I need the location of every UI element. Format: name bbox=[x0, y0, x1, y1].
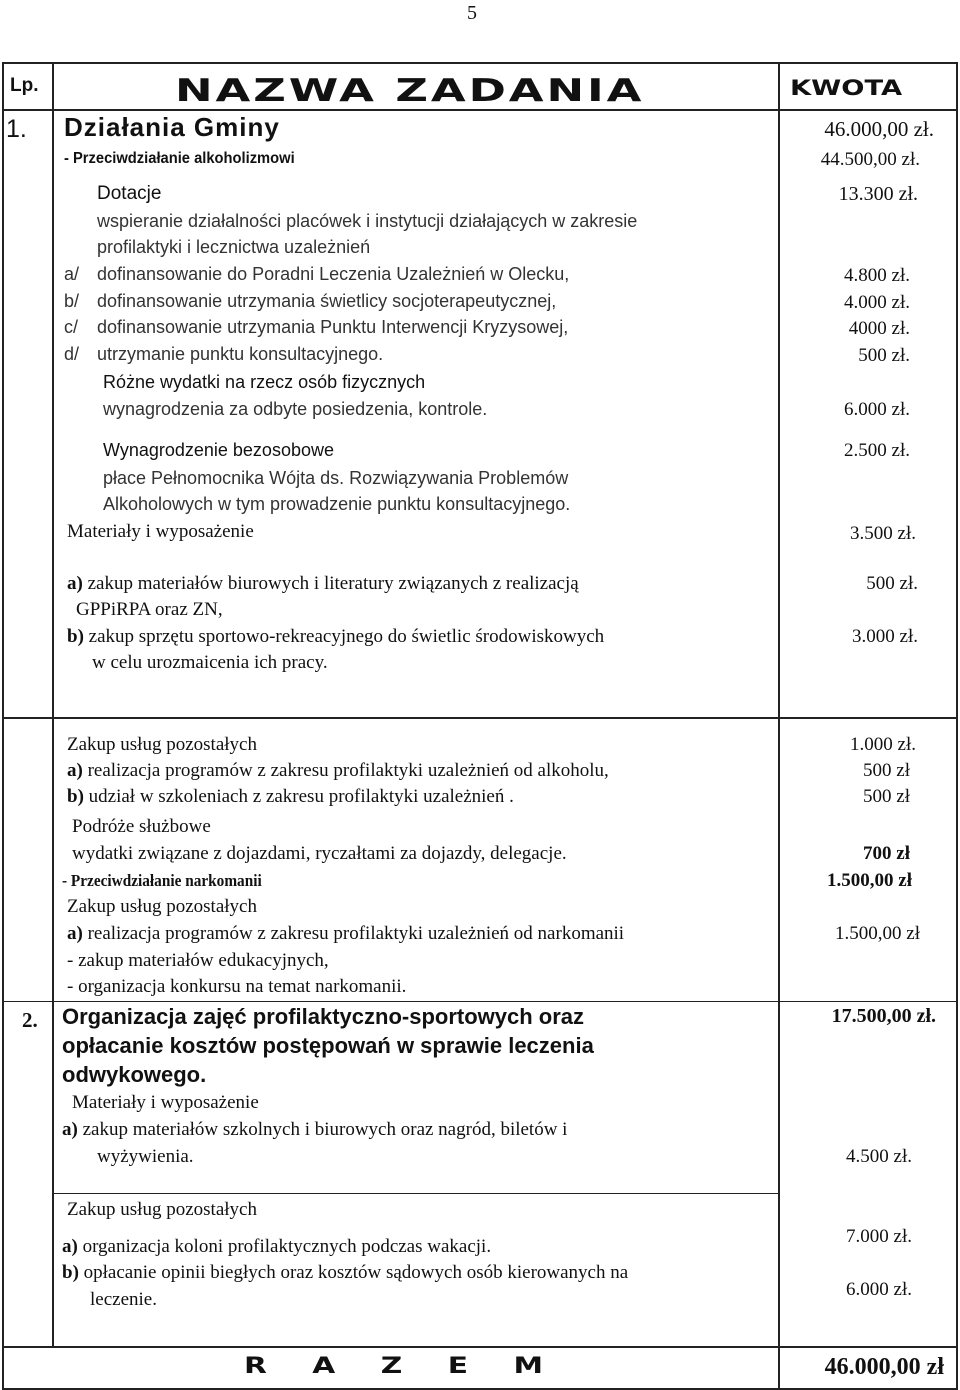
grant-item-text: dofinansowanie utrzymania Punktu Interwencji Kryzysowej, bbox=[97, 317, 569, 337]
drug-services-dash-1: - zakup materiałów edukacyjnych, bbox=[67, 950, 329, 971]
section-2-title-line-2: opłacanie kosztów postępowań w sprawie leczenia bbox=[62, 1033, 594, 1058]
non-personnel-pay-line-2: Alkoholowych w tym prowadzenie punktu konsultacyjnego. bbox=[103, 494, 571, 514]
page-number: 5 bbox=[467, 2, 477, 24]
table-right-border bbox=[956, 62, 958, 1390]
materials-item-a bbox=[67, 573, 579, 595]
total-amount: 46.000,00 zł bbox=[824, 1354, 944, 1380]
item-text: realizacja programów z zakresu profilaktyki uzależnień od alkoholu, bbox=[82, 760, 609, 781]
drug-prevention-amount: 1.500,00 zł bbox=[827, 870, 912, 891]
materials-amount: 3.500 zł. bbox=[850, 523, 916, 544]
non-personnel-pay-line-1: płace Pełnomocnika Wójta ds. Rozwiązywania Problemów bbox=[103, 468, 569, 488]
section-2-services-item-a bbox=[62, 1236, 491, 1258]
item-text: zakup materiałów szkolnych i biurowych oraz nagród, biletów i bbox=[77, 1119, 568, 1140]
header-task-name: NAZWA ZADANIA bbox=[175, 73, 645, 109]
item-marker: a) bbox=[62, 1236, 78, 1257]
section-2-materials-item-a-line-2: wyżywienia. bbox=[97, 1146, 194, 1167]
services-item-b bbox=[67, 786, 514, 808]
table-row-divider-3 bbox=[54, 1193, 778, 1194]
section-2-services-item-b bbox=[62, 1262, 628, 1284]
header-amount: KWOTA bbox=[790, 76, 903, 100]
table-left-border bbox=[2, 62, 4, 1390]
header-lp: Lp. bbox=[10, 75, 39, 96]
drug-services-item-a-amount: 1.500,00 zł bbox=[835, 923, 920, 944]
grant-item-amount: 4.000 zł. bbox=[844, 292, 910, 313]
materials-item-b-amount: 3.000 zł. bbox=[852, 626, 918, 647]
materials-title: Materiały i wyposażenie bbox=[67, 521, 254, 542]
grant-item-text: utrzymanie punktu konsultacyjnego. bbox=[97, 344, 384, 364]
item-text: realizacja programów z zakresu profilaktyki uzależnień od narkomanii bbox=[82, 923, 625, 944]
item-marker: b) bbox=[67, 626, 84, 647]
personal-expenses-line: wynagrodzenia za odbyte posiedzenia, kontrole. bbox=[103, 399, 488, 419]
services-item-b-amount: 500 zł bbox=[863, 786, 910, 807]
item-text: opłacanie opinii biegłych oraz kosztów sądowych osób kierowanych na bbox=[78, 1262, 629, 1283]
services-item-a bbox=[67, 760, 609, 782]
table-top-border bbox=[2, 62, 958, 64]
table-row-divider-2 bbox=[2, 1001, 958, 1002]
section-1-number: 1. bbox=[6, 115, 27, 143]
grants-title: Dotacje bbox=[97, 183, 162, 204]
grant-item-amount: 4000 zł. bbox=[848, 318, 910, 339]
personal-expenses-amount: 6.000 zł. bbox=[844, 399, 910, 420]
section-2-title-line-3: odwykowego. bbox=[62, 1062, 207, 1087]
business-travel-title: Podróże służbowe bbox=[72, 816, 211, 837]
item-marker: a) bbox=[67, 923, 83, 944]
business-travel-amount: 700 zł bbox=[863, 843, 910, 864]
section-2-services-item-b-amount: 6.000 zł. bbox=[846, 1279, 912, 1300]
non-personnel-pay-title: Wynagrodzenie bezosobowe bbox=[103, 440, 334, 460]
item-text: udział w szkoleniach z zakresu profilaktyki uzależnień . bbox=[83, 786, 514, 807]
grants-line-1: wspieranie działalności placówek i instytucji działających w zakresie bbox=[97, 211, 638, 231]
non-personnel-pay-amount: 2.500 zł. bbox=[844, 440, 910, 461]
services-item-a-amount: 500 zł bbox=[863, 760, 910, 781]
grant-item-marker: b/ bbox=[64, 291, 80, 311]
alcohol-subtitle: - Przeciwdziałanie alkoholizmowi bbox=[64, 150, 295, 167]
section-2-number: 2. bbox=[22, 1008, 38, 1032]
grant-item-amount: 4.800 zł. bbox=[844, 265, 910, 286]
table-lp-divider bbox=[52, 62, 54, 1347]
section-2-title-line-1: Organizacja zajęć profilaktyczno-sportowych oraz bbox=[62, 1004, 585, 1029]
section-2-materials-title: Materiały i wyposażenie bbox=[72, 1092, 259, 1113]
item-marker: b) bbox=[62, 1262, 79, 1283]
drug-services-title: Zakup usług pozostałych bbox=[67, 896, 257, 917]
item-text: organizacja koloni profilaktycznych podczas wakacji. bbox=[77, 1236, 492, 1257]
item-marker: a) bbox=[62, 1119, 78, 1140]
services-title: Zakup usług pozostałych bbox=[67, 734, 257, 755]
section-2-amount: 17.500,00 zł. bbox=[831, 1005, 936, 1027]
materials-item-a-amount: 500 zł. bbox=[866, 573, 918, 594]
materials-item-a-line-2: GPPiRPA oraz ZN, bbox=[76, 599, 223, 620]
grant-item-text: dofinansowanie do Poradni Leczenia Uzależnień w Olecku, bbox=[97, 264, 570, 284]
section-2-materials-amount: 4.500 zł. bbox=[846, 1146, 912, 1167]
item-marker: a) bbox=[67, 760, 83, 781]
table-row-divider-1 bbox=[2, 717, 958, 719]
grant-item-amount: 500 zł. bbox=[858, 345, 910, 366]
drug-services-dash-2: - organizacja konkursu na temat narkomanii. bbox=[67, 976, 407, 997]
drug-prevention-subtitle: - Przeciwdziałanie narkomanii bbox=[62, 871, 262, 890]
total-label: R A Z E M bbox=[244, 1354, 544, 1379]
materials-item-b-line-2: w celu urozmaicenia ich pracy. bbox=[92, 652, 328, 673]
item-text: zakup materiałów biurowych i literatury związanych z realizacją bbox=[82, 573, 579, 594]
table-amount-divider bbox=[778, 62, 780, 1390]
grant-item-marker: d/ bbox=[64, 344, 80, 364]
section-2-services-title: Zakup usług pozostałych bbox=[67, 1199, 257, 1220]
grant-item-text: dofinansowanie utrzymania świetlicy socjoterapeutycznej, bbox=[97, 291, 557, 311]
grant-item-marker: a/ bbox=[64, 264, 80, 284]
personal-expenses-title: Różne wydatki na rzecz osób fizycznych bbox=[103, 372, 426, 392]
section-2-materials-item-a bbox=[62, 1119, 567, 1141]
materials-item-b bbox=[67, 626, 604, 648]
table-header-separator bbox=[2, 109, 958, 111]
item-text: zakup sprzętu sportowo-rekreacyjnego do świetlic środowiskowych bbox=[83, 626, 605, 647]
item-marker: b) bbox=[67, 786, 84, 807]
grant-item-marker: c/ bbox=[64, 317, 79, 337]
business-travel-line: wydatki związane z dojazdami, ryczałtami za dojazdy, delegacje. bbox=[72, 843, 567, 864]
section-1-title: Działania Gminy bbox=[64, 112, 280, 142]
alcohol-amount: 44.500,00 zł. bbox=[820, 149, 920, 170]
section-1-amount: 46.000,00 zł. bbox=[824, 117, 934, 141]
drug-services-item-a bbox=[67, 923, 624, 945]
item-marker: a) bbox=[67, 573, 83, 594]
section-2-services-item-b-line-2: leczenie. bbox=[90, 1289, 157, 1310]
grants-line-2: profilaktyki i lecznictwa uzależnień bbox=[97, 237, 371, 257]
table-total-separator bbox=[2, 1346, 958, 1348]
grants-amount: 13.300 zł. bbox=[838, 183, 918, 205]
section-2-services-item-a-amount: 7.000 zł. bbox=[846, 1226, 912, 1247]
services-amount: 1.000 zł. bbox=[850, 734, 916, 755]
